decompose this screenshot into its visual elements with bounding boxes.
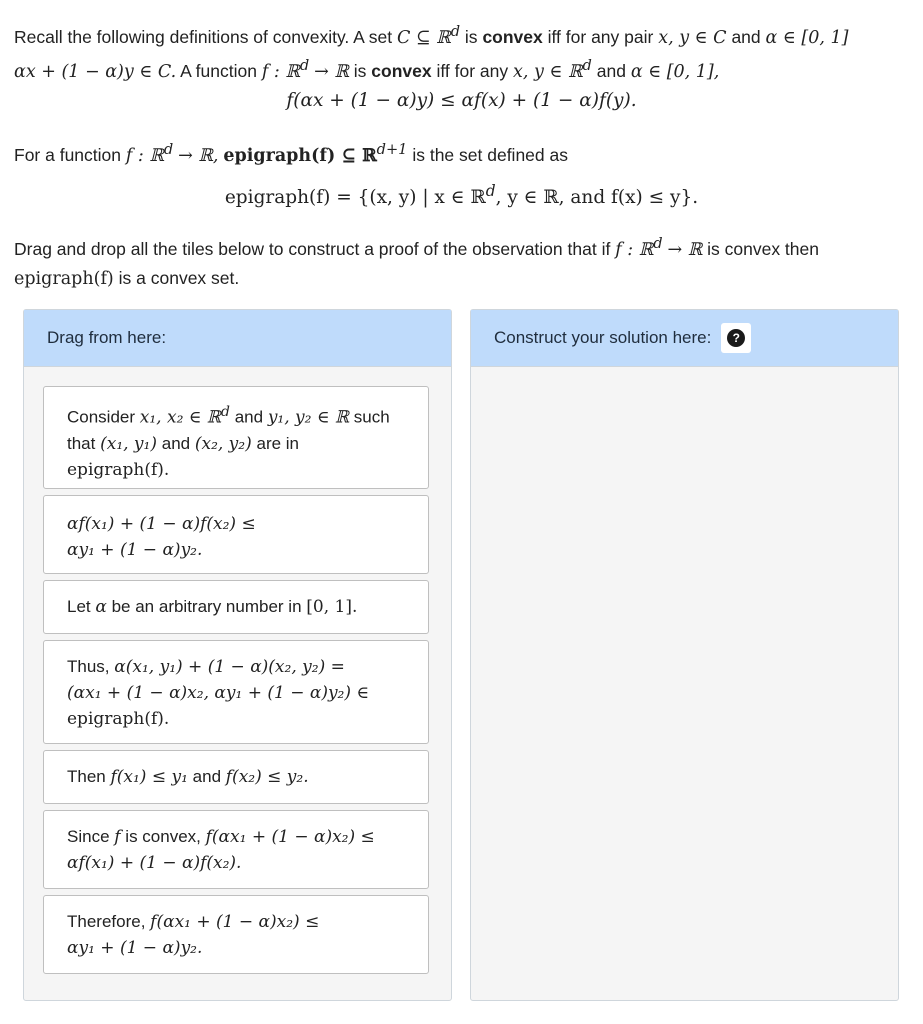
text: iff for any pair [547,26,654,47]
text: is the set defined as [412,144,568,165]
text: be an arbitrary number in [111,597,302,616]
text: are in [256,433,300,453]
math: α ∈ [0, 1], [630,61,720,82]
math: αf(x₁) + (1 − α)f(x₂) ≤ [67,514,256,534]
math: [0, 1]. [306,597,358,617]
text: For a function [14,144,121,165]
convex-term: convex [371,60,432,81]
math: f : ℝ [261,61,300,82]
math: → ℝ, [178,145,219,166]
drag-source-title: Drag from here: [47,328,167,347]
math: , y ∈ ℝ, and f(x) ≤ y}. [495,187,699,209]
math: epigraph(f) ⊆ ℝ [223,145,377,166]
epigraph-definition-line [14,136,894,170]
solution-drop-panel[interactable] [470,309,899,1001]
drag-source-panel[interactable] [23,309,452,1001]
math: d [653,235,663,252]
function-convexity-line [14,52,894,86]
text: and [234,407,264,427]
math: f(x₂) ≤ y₂. [225,767,309,787]
math: d [220,404,230,420]
proof-tile-thus[interactable] [43,640,429,744]
proof-tile-consider[interactable] [43,386,429,489]
text: is [353,60,367,81]
drag-source-header [24,310,451,367]
text: and [192,767,222,786]
text: Drag and drop all the tiles below to construct a proof of the observation that if [14,238,611,259]
math: d [582,56,592,74]
math: d+1 [376,141,408,158]
question-mark-icon: ? [727,329,745,347]
text: is a convex set. [118,267,240,288]
math: f(αx₁ + (1 − α)x₂) ≤ [150,912,320,932]
text: and [596,60,626,81]
math: αf(x₁) + (1 − α)f(x₂). [67,853,242,873]
math: → ℝ [667,239,703,260]
epigraph-set-formula [0,182,923,208]
convex-term: convex [482,26,543,47]
math: (αx₁ + (1 − α)x₂, αy₁ + (1 − α)y₂) ∈ [67,683,369,703]
math: epigraph(f). [67,709,170,729]
math: epigraph(f) = {(x, y) | x ∈ ℝ [224,187,486,209]
solution-header [471,310,898,367]
text: that [67,433,96,453]
proof-tile-since-convex[interactable] [43,810,429,889]
proof-tile-combined-inequality[interactable] [43,495,429,574]
math: epigraph(f) [14,268,114,289]
math: f [114,827,121,847]
text: Let [67,597,91,616]
text: Recall the following definitions of convexity. A set [14,26,393,47]
math: C ⊆ ℝ [396,27,451,48]
math: f : ℝ [615,239,654,260]
math: αy₁ + (1 − α)y₂. [67,540,203,560]
text: is [464,26,478,47]
set-convexity-line [14,18,894,52]
math: x, y ∈ ℝ [513,61,583,82]
math: αy₁ + (1 − α)y₂. [67,938,203,958]
text: and [731,26,761,47]
text: Thus, [67,657,110,676]
math: d [485,182,496,200]
math: (x₁, y₁) [100,433,157,454]
math: d [450,23,461,40]
math: x₁, x₂ ∈ ℝ [139,407,221,428]
math: f(αx₁ + (1 − α)x₂) ≤ [205,827,375,847]
math: f(x₁) ≤ y₁ [110,767,188,787]
math: → ℝ [314,61,349,82]
text: is convex then [707,238,819,259]
math: f : ℝ [125,145,164,166]
definitions-paragraph [14,18,894,86]
text: Then [67,767,106,786]
text: and [161,433,191,453]
math: α [95,597,107,617]
proof-tile-therefore[interactable] [43,895,429,974]
math: αx + (1 − α)y ∈ C. [14,61,177,82]
instructions-paragraph [14,230,894,293]
help-button[interactable] [721,323,751,353]
proof-tile-let-alpha[interactable] [43,580,429,634]
text: Since [67,827,110,846]
text: Therefore, [67,912,146,931]
math: epigraph(f). [67,459,170,480]
convexity-inequality: f(αx + (1 − α)y) ≤ αf(x) + (1 − α)f(y). [286,90,637,111]
math: d [163,141,174,158]
proof-tile-then[interactable] [43,750,429,804]
math: α ∈ [0, 1] [765,27,849,48]
text: is convex, [125,827,201,846]
math: x, y ∈ C [658,27,727,48]
text: Consider [67,407,136,427]
math: (x₂, y₂) [194,433,252,454]
math: α(x₁, y₁) + (1 − α)(x₂, y₂) = [114,657,345,677]
text: iff for any [436,60,509,81]
math: y₁, y₂ ∈ ℝ [267,407,349,428]
solution-title: Construct your solution here: [494,328,712,347]
text: A function [180,60,257,81]
math: d [299,56,310,74]
text: such [353,407,390,427]
